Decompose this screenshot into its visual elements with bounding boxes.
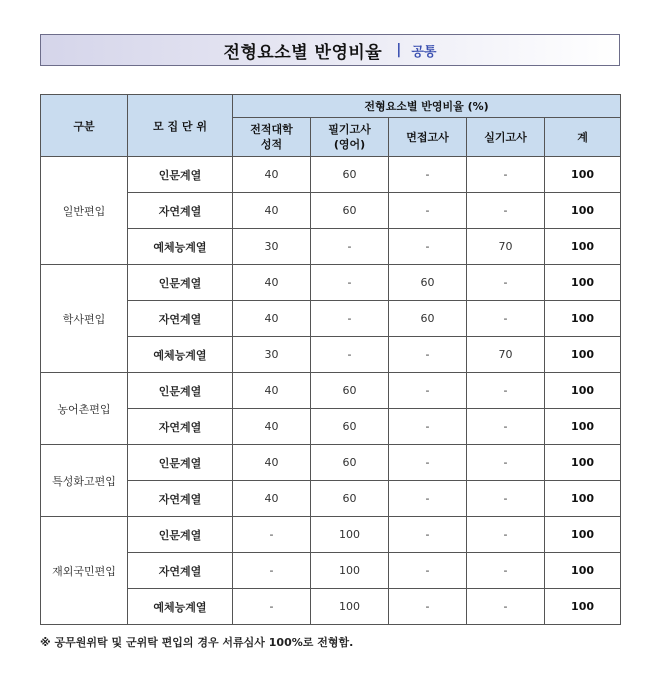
practical-cell: 70 [467,229,545,265]
practical-cell: - [467,157,545,193]
total-cell: 100 [545,481,621,517]
written-cell: 100 [311,517,389,553]
header-gpa-line2: 성적 [260,138,283,151]
title-separator: | [396,42,402,58]
unit-cell: 인문계열 [128,445,233,481]
practical-cell: 70 [467,337,545,373]
practical-cell: - [467,445,545,481]
interview-cell: - [389,409,467,445]
category-cell: 학사편입 [41,265,128,373]
header-written [311,118,389,157]
total-cell: 100 [545,337,621,373]
footnote: ※ 공무원위탁 및 군위탁 편입의 경우 서류심사 100%로 전형함. [40,636,354,649]
practical-cell: - [467,301,545,337]
gpa-cell: 40 [233,481,311,517]
practical-cell: - [467,409,545,445]
unit-cell: 자연계열 [128,553,233,589]
header-written-line1: 필기고사 [328,123,371,136]
interview-cell: - [389,589,467,625]
title-bar [40,34,620,66]
unit-cell: 인문계열 [128,265,233,301]
practical-cell: - [467,265,545,301]
category-cell: 농어촌편입 [41,373,128,445]
gpa-cell: 40 [233,193,311,229]
total-cell: 100 [545,301,621,337]
ratio-table [40,94,621,625]
interview-cell: - [389,229,467,265]
table-row [41,265,621,301]
table-row [41,373,621,409]
interview-cell: - [389,445,467,481]
gpa-cell: 40 [233,373,311,409]
practical-cell: - [467,517,545,553]
practical-cell: - [467,193,545,229]
written-cell: 60 [311,445,389,481]
written-cell: - [311,301,389,337]
table-row [41,553,621,589]
interview-cell: 60 [389,301,467,337]
title-subtitle: 공통 [411,44,437,60]
interview-cell: - [389,193,467,229]
gpa-cell: - [233,553,311,589]
total-cell: 100 [545,157,621,193]
header-gpa-line1: 전적대학 [250,123,293,136]
table-row [41,481,621,517]
header-ratio-group: 전형요소별 반영비율 (%) [233,95,621,118]
gpa-cell: 30 [233,337,311,373]
interview-cell: - [389,517,467,553]
written-cell: 60 [311,373,389,409]
gpa-cell: - [233,589,311,625]
gpa-cell: 40 [233,445,311,481]
gpa-cell: 40 [233,301,311,337]
written-cell: - [311,337,389,373]
table-row [41,301,621,337]
header-gpa [233,118,311,157]
table-row [41,193,621,229]
table-row [41,157,621,193]
gpa-cell: 40 [233,409,311,445]
header-category: 구분 [41,95,128,157]
unit-cell: 예체능계열 [128,337,233,373]
interview-cell: - [389,373,467,409]
table-row [41,589,621,625]
unit-cell: 예체능계열 [128,589,233,625]
page-title: 전형요소별 반영비율 [223,42,383,63]
total-cell: 100 [545,265,621,301]
gpa-cell: 40 [233,265,311,301]
practical-cell: - [467,589,545,625]
unit-cell: 인문계열 [128,517,233,553]
written-cell: 60 [311,409,389,445]
interview-cell: - [389,337,467,373]
header-total: 계 [545,118,621,157]
total-cell: 100 [545,553,621,589]
interview-cell: - [389,157,467,193]
unit-cell: 자연계열 [128,409,233,445]
total-cell: 100 [545,445,621,481]
practical-cell: - [467,481,545,517]
table-row [41,445,621,481]
practical-cell: - [467,553,545,589]
total-cell: 100 [545,517,621,553]
unit-cell: 예체능계열 [128,229,233,265]
unit-cell: 자연계열 [128,193,233,229]
written-cell: - [311,229,389,265]
written-cell: 100 [311,589,389,625]
unit-cell: 자연계열 [128,301,233,337]
unit-cell: 인문계열 [128,373,233,409]
gpa-cell: 30 [233,229,311,265]
table-row [41,337,621,373]
written-cell: 60 [311,157,389,193]
gpa-cell: - [233,517,311,553]
gpa-cell: 40 [233,157,311,193]
table-row [41,229,621,265]
category-cell: 특성화고편입 [41,445,128,517]
written-cell: 100 [311,553,389,589]
interview-cell: 60 [389,265,467,301]
category-cell: 일반편입 [41,157,128,265]
table-row [41,409,621,445]
header-interview: 면접고사 [389,118,467,157]
table-row [41,517,621,553]
written-cell: 60 [311,193,389,229]
written-cell: 60 [311,481,389,517]
interview-cell: - [389,481,467,517]
unit-cell: 자연계열 [128,481,233,517]
unit-cell: 인문계열 [128,157,233,193]
category-cell: 재외국민편입 [41,517,128,625]
written-cell: - [311,265,389,301]
practical-cell: - [467,373,545,409]
header-practical: 실기고사 [467,118,545,157]
interview-cell: - [389,553,467,589]
total-cell: 100 [545,589,621,625]
total-cell: 100 [545,373,621,409]
total-cell: 100 [545,229,621,265]
header-unit: 모 집 단 위 [128,95,233,157]
total-cell: 100 [545,409,621,445]
header-written-line2: (영어) [333,138,366,151]
total-cell: 100 [545,193,621,229]
